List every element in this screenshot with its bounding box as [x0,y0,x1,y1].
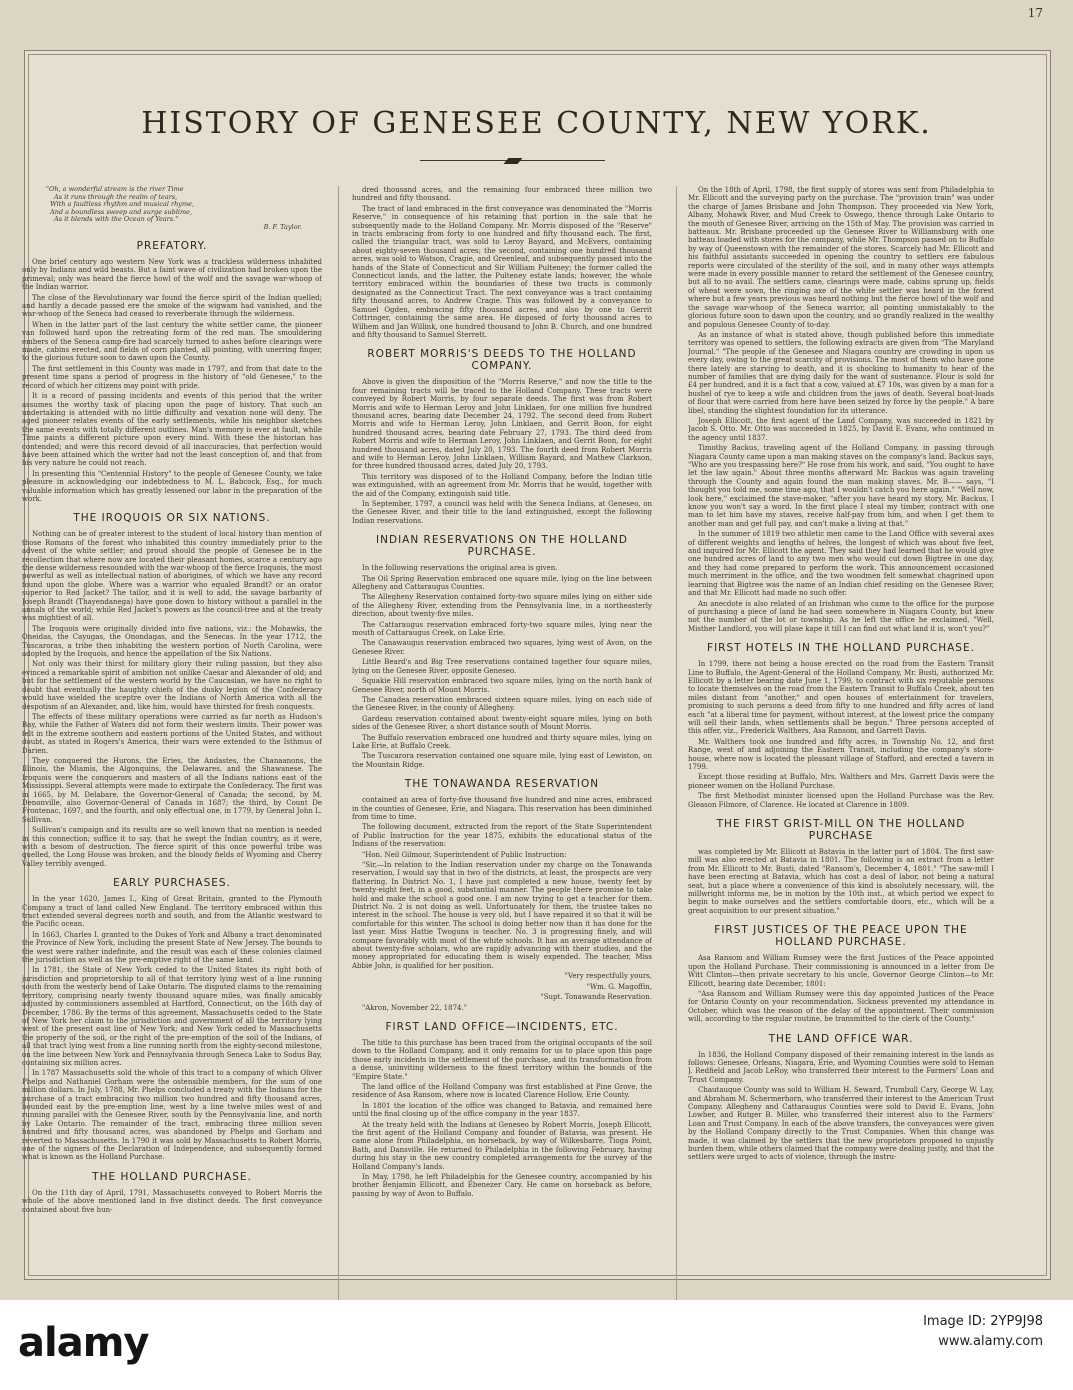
paragraph: The effects of these military operations were carried as far north as Hudson's Bay, while the Father of Waters did not form their western limits. Their power was felt in the extreme southern and eastern portions of the United States, and without doubt, as stated in Rogers's America, their wars were extended to the Isthmus of Darien. [22,712,322,755]
paragraph: It is a record of passing incidents and events of this period that the writer assumes the worthy task of placing upon the page of history. That such an undertaking is attended with no little difficulty and vexation none will deny. The aged pioneer relates events of the early settlements, while his neighbor sketches the same events with totally different outlines. Man's memory is ever at fault, while Time paints a different picture upon every mind. With these the historian has contended; and were this record devoid of all inaccuracies, that perfection would have been attained which the writer had not the least conception of, and that from his very nature he could not reach. [22,392,322,468]
section-heading: EARLY PURCHASES. [113,877,231,890]
ornament-diamond [503,158,522,164]
paragraph: In 1787 Massachusetts sold the whole of this tract to a company of which Oliver Phelps and Nathaniel Gorham were the ostensible members, for the sum of one million dollars. In July, 1788, Mr. Phelps concluded a treaty with the Indians for the purchase of a tract embracing two million two hundred and fifty thousand acres, bounded east by the pre-emption line, west by a line twelve miles west of and running parallel with the Genesee River, south by the Pennsylvania line, and north by Lake Ontario. The remainder of the tract, embracing three million seven hundred and fifty thousand acres, was abandoned by Phelps and Gorham and reverted to Massachusetts. In 1790 it was sold by Massachusetts to Robert Morris, one of the signers of the Declaration of Independence, and subsequently formed what is known as the Holland Purchase. [22,1069,322,1162]
title-ornament [420,158,605,164]
paragraph: The following document, extracted from the report of the State Superintendent of Public Instruction for the year 1875, exhibits the educational status of the Indians of the reservation: [352,823,652,849]
section-heading: FIRST HOTELS IN THE HOLLAND PURCHASE. [707,642,975,655]
signature-line: "Very respectfully yours, [564,972,652,981]
image-id-label: Image ID: 2YP9J98 [923,1314,1043,1329]
paragraph: In May, 1798, he left Philadelphia for the Genesee country, accompanied by his brother Benjamin Ellicott, and Ebenezer Cary. He came on horseback as before, passing by way of Avon to Buffalo. [352,1173,652,1198]
section-heading: THE LAND OFFICE WAR. [768,1032,914,1045]
paragraph: As an instance of what is stated above, though published before this immediate territory was opened to settlers, the following extracts are given from "The Maryland Journal." "The people of the Genesee and Niagara country are crowding in upon us every day, owing to the great scarcity of provisions. The most of them who have gone there lately are starving to death, and it is shocking to humanity to hear of the number of families that are dying daily for the want of sustenance. Flour is sold for £4 per hundred, and it is a fact that a cow, valued at £7 10s, was given by a man for a bushel of rye to keep a wife and children from the jaws of death. Several boat-loads of flour that were carried from here have been seized by force by the people." A bare libel, standing the slightest foundation for its utterance. [688,330,994,415]
section-heading: THE TONAWANDA RESERVATION [404,778,600,791]
paragraph: Above is given the disposition of the "Morris Reserve," and now the title to the four remaining tracts will be traced to the Holland Company. These tracts were conveyed by Robert Morris, by four separate deeds. The first was from Robert Morris and wife to Herman Leroy and John Linklaen, for one million five hundred thousand acres, bearing date December 24, 1792. The second deed from Robert Morris and wife to Herman Leroy, John Linklaen, and Gerrit Boon, for eight hundred thousand acres, bearing date February 27, 1793. The third deed from Robert Morris and wife to Herman Leroy, John Linklaen, and Gerrit Boon, for eight hundred thousand acres, dated July 20, 1793. The fourth deed from Robert Morris and wife to Herman Leroy, John Linklaen, William Bayard, and Mathew Clarkson, for three hundred thousand acres, dated July 20, 1793. [352,378,652,471]
paragraph: Mr. Walthers took one hundred and fifty acres, in Township No. 12, and first Range, west of and adjoining the Eastern Transit, including the company's store-house, where now is located the pleasant village of Stafford, and erected a tavern in 1799. [688,737,994,771]
section-heading: PREFATORY. [136,240,208,252]
paragraph: Timothy Backus, traveling agent of the Holland Company, in passing through Niagara County came upon a man making staves on the company's land. Backus says, "Who are you trespassing here?" He rose from his work, and said, "You ought to have let the law again." About three months afterward Mr. Backus was again traveling through the County and again found the man making staves. Mr. B—— says, "I thought you told me, some time ago, that I wouldn't catch you here again." "Well now, look here," exclaimed the stave-maker, "after you have heard my story, Mr. Backus, I know you won't say a word. In the first place I steal my timber, contract with one man to let him have my staves, receive half-pay from him, and when I get them to another man and get full pay, and can't make a living at that." [688,444,994,528]
paragraph: Sullivan's campaign and its results are so well known that no mention is needed in this connection; suffice it to say, that he swept the Indian country, as it were, with a besom of destruction. The fierce spirit of this once powerful tribe was quelled, the Long House was broken, and the bloody fields of Wyoming and Cherry Valley terribly avenged. [22,826,322,868]
paragraph: In the summer of 1819 two athletic men came to the Land Office with several axes of different weights and lengths of helves, the longest of which was about five feet, and inquired for Mr. Ellicott the agent. They said they had learned that he would give one hundred acres of land to any two men who would cut down Bigtree in one day, and they had come prepared to perform the work. This announcement occasioned much merriment in the office, and the two woodmen felt somewhat chagrined upon learning that Bigtree was the name of an Indian chief residing on the Genesee River, and that Mr. Ellicott had made no such offer. [688,530,994,598]
paragraph: dred thousand acres, and the remaining four embraced three million two hundred and fifty thousand. [352,186,652,203]
paragraph: was completed by Mr. Ellicott at Batavia in the latter part of 1804. The first saw-mill was also erected at Batavia in 1801. The following is an extract from a letter from Mr. Ellicott to Mr. Busti, dated "Ransom's, December 4, 1801." "The saw-mill I have been erecting at Batavia, which has cost a deal of labor, not being a natural seat, but a place where a convenience of this kind is absolutely necessary, will, the millwright informs me, be in motion by the 10th inst., at which period we expect to begin to make ourselves and the settlers comfortable doors, etc., which will be a great acquisition to our present situation." [688,848,994,915]
paragraph: The Buffalo reservation embraced one hundred and thirty square miles, lying on Lake Erie, at Buffalo Creek. [352,733,652,750]
paragraph: In 1801 the location of the office was changed to Batavia, and remained here until the final closing up of the office company in the year 1837. [352,1101,652,1119]
poem-author: B. F. Taylor. [263,222,302,231]
paragraph: The Tuscarora reservation contained one square mile, lying east of Lewiston, on the Mountain Ridge. [352,752,652,769]
paragraph: In 1799, there not being a house erected on the road from the Eastern Transit Line to Buffalo, the Agent-General of the Holland Company, Mr. Busti, authorized Mr. Ellicott by a letter bearing date June 1, 1799, to contract with six reputable persons to locate themselves on the road from the Eastern Transit to Buffalo Creek, about ten miles distant from "another," and open houses of entertainment for travelers, promising to such persons a deed from fifty to one hundred and fifty acres of land each "at a liberal time for payment, without interest, at the lowest price the company will sell their lands, when settlements shall be begun." Three persons accepted of this offer, viz., Frederick Walthers, Asa Ransom, and Garrett Davis. [688,660,994,736]
paragraph: In 1836, the Holland Company disposed of their remaining interest in the lands as follows: Genesee, Orleans, Niagara, Erie, and Wyoming Counties were sold to Heman J. Redfield and Jacob LeRoy, who transferred their interest to the Farmers' Loan and Trust Company. [688,1050,994,1084]
paragraph: The land office of the Holland Company was first established at Pine Grove, the residence of Asa Ransom, where now is located Clarence Hollow, Erie County. [352,1082,652,1100]
paragraph: "Akron, November 22, 1874." [362,1003,467,1012]
page-title: HISTORY OF GENESEE COUNTY, NEW YORK. [141,106,932,141]
paragraph: "Sir,—In relation to the Indian reservation under my charge on the Tonawanda reservation, I would say that in two of the districts, at least, the prospects are very flattering. In District No. 1, I have just completed a new house, twenty feet by twenty-eight feet, in a good, substantial manner. The people there promise to take hold and make the school a good one. I am now trying to get a teacher for them. District No. 2 is not doing as well. Unfortunately for them, the trustee takes no interest in the school. The house is very old, but I have repaired it so that it will be comfortable for this winter. The school is doing better now than it has done for the last year. Miss Hattie Twoguns is teacher. No. 3 is progressing finely, and will compare favorably with most of the white schools. It has an average attendance of about twenty-five scholars, who are rapidly advancing with their studies, and the money appropriated for educating them is wisely expended. The teacher, Miss Abbie John, is qualified for her position. [352,861,652,970]
paragraph: The close of the Revolutionary war found the fierce spirit of the Indian quelled; and hardly a decade passed ere the smoke of the wigwam had vanished, and the war-whoop of the Seneca had ceased to reverberate through the wilderness. [22,293,322,319]
section-heading: THE HOLLAND PURCHASE. [92,1170,252,1183]
poem-line: As it runs through the realm of tears, [54,192,178,201]
paragraph: Little Beard's and Big Tree reservations contained together four square miles, lying on the Genesee River, opposite Geneseo. [352,658,652,675]
paragraph: Gardeau reservation contained about twenty-eight square miles, lying on both sides of the Genesee River, a short distance south of Mount Morris. [352,714,652,732]
paragraph: In 1781, the State of New York ceded to the United States its right both of jurisdiction and proprietorship to all of that territory lying west of a line running south from the westerly bend of Lake Ontario. The disputed claims to the remaining territory, comprising nearly twenty thousand square miles, was finally amicably adjusted by commissioners assembled at Hartford, Connecticut, on the 16th day of December, 1786. By the terms of this agreement, Massachusetts ceded to the State of New York her claim to the jurisdiction and government of all the territory lying west of the present east line of New York; and New York ceded to Massachusetts the property of the soil, or the right of the pre-emption of the soil of the Indians, of all that tract lying west from a line running north from the eighty-second milestone, on the line between New York and Pennsylvania through Seneca Lake to Sodus Bay, containing six million acres. [22,966,322,1067]
signature-line: "Supt. Tonawanda Reservation. [540,993,652,1002]
paragraph: On the 18th of April, 1798, the first supply of stores was sent from Philadelphia to Mr. Ellicott and the surveying party on the purchase. The "provision train" was under the charge of James Brisbane and John Thompson. They proceeded via New York, Albany, Mohawk River, and Mud Creek to Oswego, thence through Lake Ontario to the mouth of Genesee River, arriving on the 15th of May. The provision was carried in batteaux. Mr. Brisbane proceeded up the Genesee River to Williamsburg with one batteau loaded with stores for the company, while Mr. Thompson passed on to Buffalo by way of Queenstown with the remainder of the stores. Scarcely had Mr. Ellicott and his faithful assistants succeeded in opening the country to settlers ere fabulous reports were circulated of the sterility of the soil, and in many other ways attempts were made in every possible manner to retard the settlement of the Genesee country, but all to no avail. The settlers came, clearings were made, cabins sprung up, fields of wheat were sown, the ringing axe of the white settler was heard in the forest where but a few years previous was heard nothing but the fierce howl of the wolf and the savage war-whoop of the Seneca warrior, all pointing unmistakably to the glorious future soon to dawn upon the country, and so grandly realized in the wealthy and populous Genesee County of to-day. [688,186,994,329]
column-1 [22,186,322,1368]
paragraph: On the 11th day of April, 1791, Massachusetts conveyed to Robert Morris the whole of the above mentioned land in five distinct deeds. The first conveyance contained about five hun- [22,1188,322,1214]
paragraph: The Allegheny Reservation contained forty-two square miles lying on either side of the Allegheny River, extending from the Pennsylvania line, in a northeasterly direction, about twenty-five miles. [352,593,652,619]
paragraph: contained an area of forty-five thousand five hundred and nine acres, embraced in the counties of Genesee, Erie, and Niagara. This reservation has been diminished from time to time. [352,796,652,821]
section-heading: ROBERT MORRIS'S DEEDS TO THE HOLLAND COMPANY. [367,348,637,373]
paragraph: In the year 1620, James I., King of Great Britain, granted to the Plymouth Company a tract of land called New England. The territory embraced within this tract extended several degrees north and south, and from the Atlantic westward to the Pacific ocean. [22,895,322,929]
column-2-body [352,186,652,1198]
paragraph: They conquered the Hurons, the Eries, the Andastes, the Chanaanons, the Illinois, the Miamis, the Algonquins, the Delawares, and the Shawanese. The Iroquois were the conquerors and masters of all the Indians nations east of the Mississippi. Several attempts were made to extirpate the Confederacy. The first was in 1665, by M. Delabare, the Governor-General of Canada; the second, by M. Denonville, also Governor-General of Canada in 1687; the third, by Count De Frontenac, 1697, and the fourth, and only effectual one, in 1779, by General John L. Sullivan. [22,756,322,824]
paragraph: This territory was disposed of to the Holland Company, before the Indian title was extinguished, with an agreement from Mr. Morris that he would, together with the aid of the Company, extinguish said title. [352,472,652,498]
alamy-logo: alamy [18,1320,149,1366]
paragraph: At the treaty held with the Indians at Geneseo by Robert Morris, Joseph Ellicott, the first agent of the Holland Company and founder of Batavia, was present. He came alone from Philadelphia, on horseback, by way of Wilkesbarre, Tioga Point, Bath, and Dansville. He returned to Philadelphia in the following February, having during his stay in the new country completed arrangements for the survey of the Holland Company's lands. [352,1120,652,1171]
page-number: 17 [1027,6,1043,20]
section-heading: THE FIRST GRIST-MILL ON THE HOLLAND PURCHASE [716,818,966,843]
paragraph: The Canadea reservation embraced sixteen square miles, lying on each side of the Genesee River, in the county of Allegheny. [352,695,652,713]
stock-watermark-bar [0,1300,1073,1390]
paragraph: In presenting this "Centennial History" to the people of Genesee County, we take pleasure in acknowledging our indebtedness to M. L. Babcock, Esq., for much valuable information which has greatly lessened our labor in the preparation of the work. [22,469,322,503]
section-heading: INDIAN RESERVATIONS ON THE HOLLAND PURCHASE. [376,534,628,559]
paragraph: Squakie Hill reservation embraced two square miles, lying on the north bank of Genesee River, north of Mount Morris. [352,677,652,694]
paragraph: In September, 1797, a council was held with the Seneca Indians, at Geneseo, on the Genesee River, and their title to the land extinguished, except the following Indian reservations. [352,500,652,525]
paragraph: Not only was their thirst for military glory their ruling passion, but they also evinced a remarkable spirit of ambition not unlike Caesar and Alexander of old; and but for the settlement of the western world by the Caucasian, we have no right to doubt that eventually the haughty chiefs of the dusky legion of the Confederacy would have wielded the sceptre over the Indians of North America with all the despotism of an Alexander, and, like him, would have thirsted for fresh conquests. [22,660,322,711]
section-heading: FIRST JUSTICES OF THE PEACE UPON THE HOLLAND PURCHASE. [714,924,968,949]
column-1-body [22,240,322,1214]
column-divider [676,186,677,1370]
paragraph: The Oil Spring Reservation embraced one square mile, lying on the line between Allegheny and Cattaraugus Counties. [352,574,652,592]
section-heading: FIRST LAND OFFICE—INCIDENTS, ETC. [385,1020,619,1033]
paragraph: The Canawaugus reservation embraced two squares, lying west of Avon, on the Genesee River. [352,639,652,656]
signature-line: "Wm. G. Magoffin, [586,982,652,991]
image-id [923,1312,1043,1352]
paragraph: The first settlement in this County was made in 1797, and from that date to the present time spans a period of progress in the history of "old Genesee," to the record of which her citizens may point with pride. [22,364,322,390]
paragraph: An anecdote is also related of an Irishman who came to the office for the purpose of purchasing a piece of land he had seen somewhere in Niagara County, but knew not the number of the lot or township. As he left the office he exclaimed, "Well, Misther Landlord, you will plase kape it till I can find out what land it is, won't you?" [688,599,994,633]
poem-line: With a faultless rhythm and musical rhyme, [50,200,195,208]
site-url: www.alamy.com [938,1334,1043,1349]
column-divider [338,186,339,1370]
paragraph: Except those residing at Buffalo, Mrs. Walthers and Mrs. Garrett Davis were the pioneer women on the Holland Purchase. [688,773,994,790]
column-3-body [688,186,994,1162]
paragraph: One brief century ago western New York was a trackless wilderness inhabited only by Indians and wild beasts. But a faint wave of civilization had broken upon the primeval; only was heard the fierce howl of the wolf and the savage war-whoop of the Indian warrior. [22,258,322,292]
paragraph: The first Methodist minister licensed upon the Holland Purchase was the Rev. Gleason Filmore, of Clarence. He located at Clarence in 1809. [688,792,994,809]
poem-line: And a boundless sweep and surge sublime, [50,207,193,216]
poem-line: "Oh, a wonderful stream is the river Time [46,186,184,193]
paragraph: Asa Ransom and William Rumsey were the first Justices of the Peace appointed upon the Holland Purchase. Their commissioning is announced in a letter from De Witt Clinton—then private secretary to his uncle, Governor George Clinton—to Mr. Ellicott, bearing date December, 1801: [688,954,994,988]
column-2 [352,186,652,1368]
paragraph: In the following reservations the original area is given. [362,564,558,573]
poem-line: As it blends with the Ocean of Years." [54,215,179,223]
paragraph: When in the latter part of the last century the white settler came, the pioneer van followed hard upon the retreating form of the red man. The smouldering embers of the Seneca camp-fire had scarcely turned to ashes before clearings were made, cabins erected, and fields of corn planted, all pointing, with unerring finger, to the glorious future soon to dawn upon the County. [22,320,322,363]
paragraph: "Hon. Neil Gilmour, Superintendent of Public Instruction: [362,850,567,859]
epigraph-poem [46,186,322,231]
paragraph: Joseph Ellicott, the first agent of the Land Company, was succeeded in 1821 by Jacob S. Otto. Mr. Otto was succeeded in 1825, by David E. Evans, who continued in the agency until 1837. [688,416,994,442]
paragraph: Nothing can be of greater interest to the student of local history than mention of those Romans of the forest who inhabited this country immediately prior to the advent of the white settler; and proud should the people of Genesee be in the recollection that where now are located their pleasant homes, scarce a century ago the dense wilderness resounded with the war-whoop of the fierce Iroquois, the most powerful as well as intellectual nation of aborigines, of which we have any record found upon the globe. Where was a warrior who equaled Brandt? or an orator superior to Red Jacket? The tailor, and it is well to add, the savage barbarity of Joseph Brandt (Thayendanega) have gone down to history without a parallel in the annals of the world; while Red Jacket's powers as the council-tree and at the treaty was mightiest of all. [22,530,322,623]
paragraph: The title to this purchase has been traced from the original occupants of the soil down to the Holland Company, and it only remains for us to place upon this page those early incidents in the settlement of the purchase, and its transformation from a dense, uninviting wilderness to the finest territory within the bounds of the "Empire State." [352,1038,652,1081]
paragraph: The Cattaraugus reservation embraced forty-two square miles, lying near the mouth of Cattaraugus Creek, on Lake Erie. [352,620,652,638]
paragraph: The Iroquois were originally divided into five nations, viz.: the Mohawks, the Oneidas, the Cayugas, the Onondagas, and the Senecas. In the year 1712, the Tuscaroras, a tribe then inhabiting the western portion of North Carolina, were adopted by the Iroquois, and hence the appellation of the Six Nations. [22,624,322,659]
paragraph: Chautauque County was sold to William H. Seward, Trumbull Cary, George W. Lay, and Abraham M. Schermerhorn, who transferred their interest to the American Trust Company. Allegheny and Cattaraugus Counties were sold to David E. Evans, John Lowber, and Rutger B. Miller, who transferred their interest also to the Farmers' Loan and Trust Company. In each of the above transfers, the conveyances were given by the Holland Company directly to the Trust Companies. When this change was made, it was claimed by the settlers that the new proprietors proposed to unjustly burden them, while others claimed that the company were dealing justly, and that the settlers were urged to acts of violence, through the instru- [688,1086,994,1162]
section-heading: THE IROQUOIS OR SIX NATIONS. [73,512,271,525]
column-3 [688,186,994,1368]
paragraph: "Asa Ransom and William Rumsey were this day appointed Justices of the Peace for Ontario County on your recommendation. Sickness prevented my attendance in October, which was the reason of the delay of the appointment. Their commission will, according to the regular routine, be transmitted to the clerk of the County." [688,989,994,1024]
paragraph: The tract of land embraced in the first conveyance was denominated the "Morris Reserve," in consequence of his retaining that portion in the sale that he subsequently made to the Holland Company. Mr. Morris disposed of the "Reserve" in tracts embracing from forty to one hundred and fifty thousand each. The first, called the triangular tract, was sold to Leroy Bayard, and McEvers, containing about eighty-seven thousand acres; the second, containing one hundred thousand acres, was sold to Watson, Cragie, and Greenleaf, and subsequently passed into the hands of the State of Connecticut and Sir William Pulteney; the former called the Connecticut lands, and the latter, the Pulteney estate lands; however, the whole territory embraced within the boundaries of these two tracts is commonly designated as the Connecticut Tract. The next conveyance was a tract containing fifty thousand acres, to Andrew Cragie. This was followed by a conveyance to Samuel Ogden, embracing fifty thousand acres, and also by one to Gerrit Cottringer, containing the same area. He disposed of forty thousand acres to Wilhem and Jan Willink, one hundred thousand to John B. Church, and one hundred and fifty thousand to Samuel Sterrett. [352,204,652,339]
paragraph: In 1663, Charles I. granted to the Dukes of York and Albany a tract denominated the Province of New York, including the present State of New Jersey. The bounds to the west were rather indefinite, and the result was each of these colonies claimed the jurisdiction as well as the pre-emptive right of the same land. [22,930,322,965]
